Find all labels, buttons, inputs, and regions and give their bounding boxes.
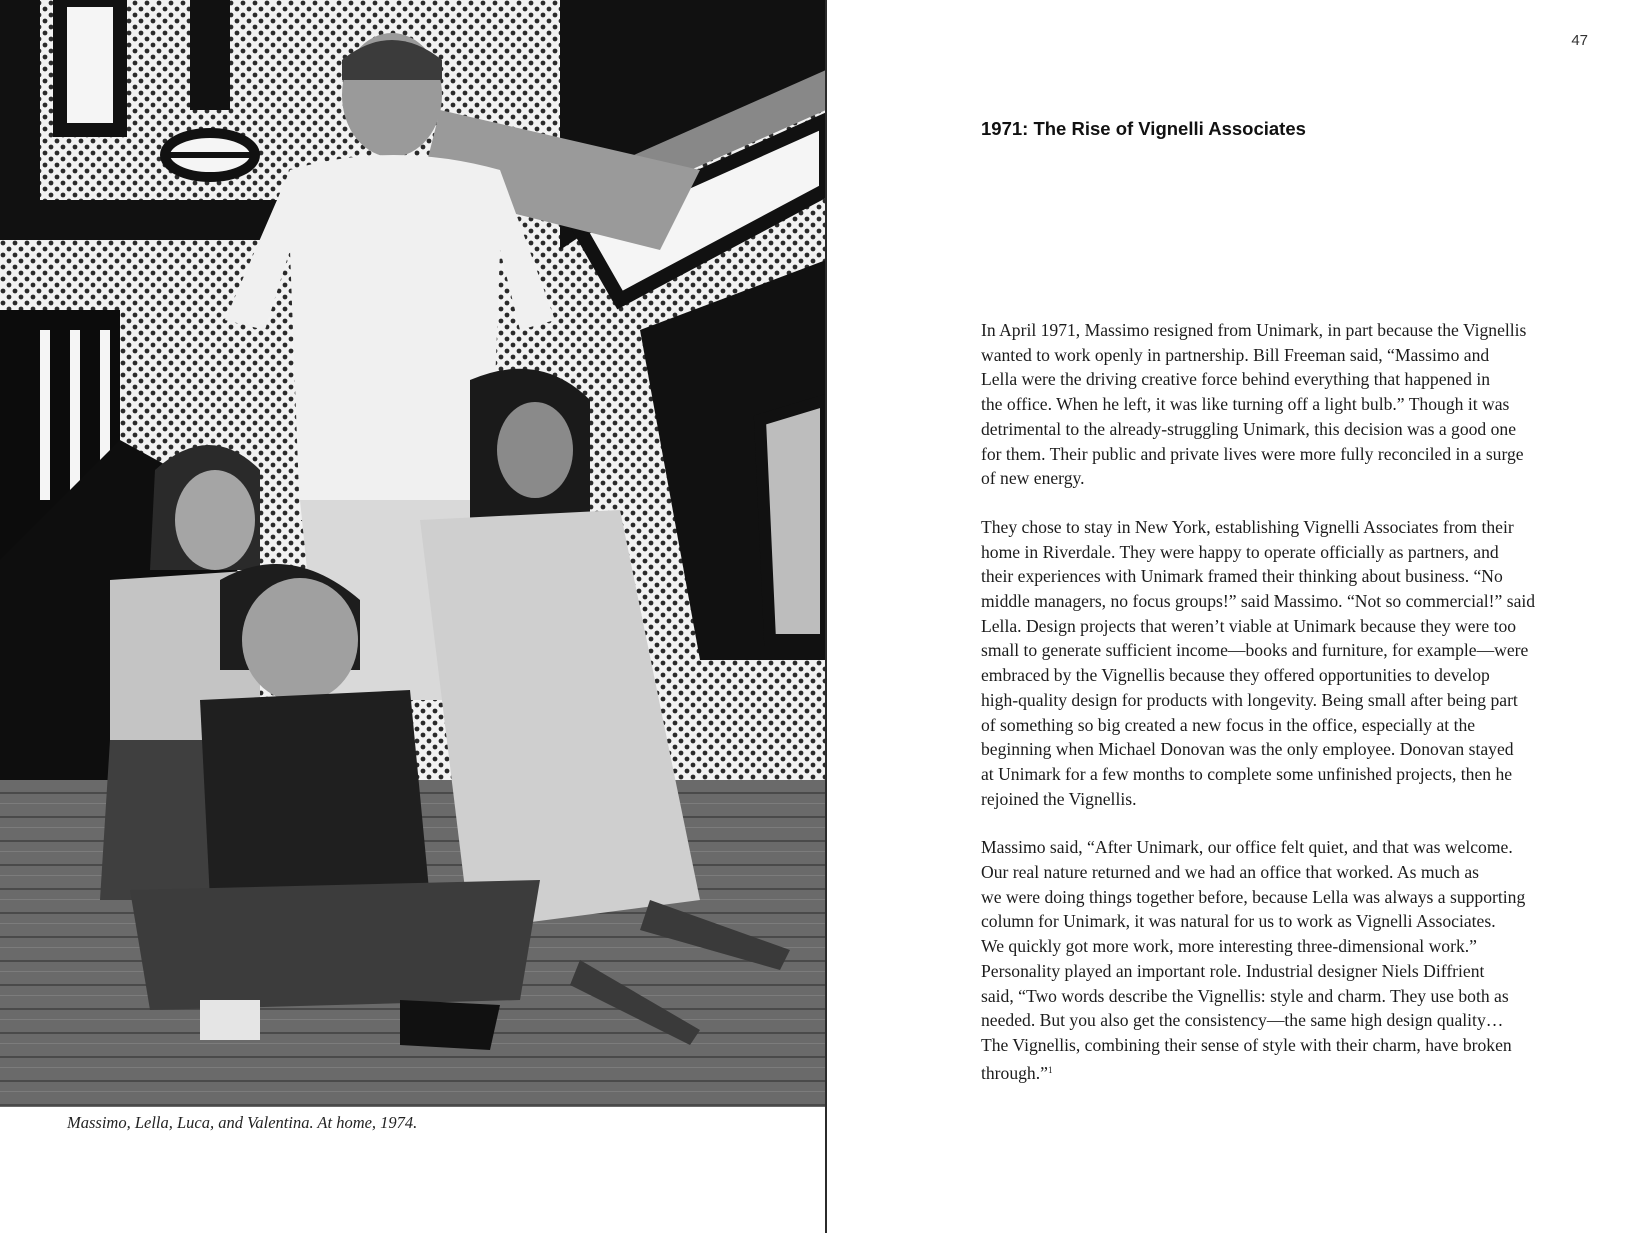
text-line: column for Unimark, it was natural for us to work as Vignelli Associates. (981, 911, 1496, 932)
text-line: said, “Two words describe the Vignellis: style and charm. They use both as (981, 985, 1509, 1006)
family-photo-illustration (0, 0, 826, 1107)
text-line: wanted to work openly in partnership. Bill Freeman said, “Massimo and (981, 344, 1490, 365)
text-line: small to generate sufficient income—books and furniture, for example—were (981, 640, 1529, 661)
text-line: of something so big created a new focus in the office, especially at the (981, 714, 1476, 735)
text-line: the office. When he left, it was like turning off a light bulb.” Though it was (981, 394, 1510, 415)
text-line: we were doing things together before, because Lella was always a supporting (981, 886, 1526, 907)
text-line: In April 1971, Massimo resigned from Unimark, in part because the Vignellis (981, 320, 1527, 340)
text-line: high-quality design for products with longevity. Being small after being part (981, 689, 1518, 710)
text-line: middle managers, no focus groups!” said Massimo. “Not so commercial!” said (981, 591, 1536, 612)
text-line: beginning when Michael Donovan was the only employee. Donovan stayed (981, 739, 1514, 760)
text-line: at Unimark for a few months to complete some unfinished projects, then he (981, 763, 1513, 784)
text-line: Lella. Design projects that weren’t viable at Unimark because they were too (981, 615, 1517, 636)
text-line: detrimental to the already-struggling Unimark, this decision was a good one (981, 418, 1517, 439)
paragraph-2 (981, 515, 1606, 811)
photo-caption: Massimo, Lella, Luca, and Valentina. At home, 1974. (67, 1113, 418, 1132)
text-line: Massimo said, “After Unimark, our office felt quiet, and that was welcome. (981, 837, 1513, 858)
text-line: Our real nature returned and we had an office that worked. As much as (981, 862, 1479, 883)
text-line: embraced by the Vignellis because they offered opportunities to develop (981, 665, 1490, 686)
text-line: needed. But you also get the consistency—the same high design quality… (981, 1010, 1504, 1031)
body-text (981, 318, 1606, 1109)
page-number: 47 (1571, 32, 1588, 49)
text-line: The Vignellis, combining their sense of style with their charm, have broken (981, 1034, 1512, 1055)
text-line: of new energy. (981, 468, 1085, 489)
text-line: their experiences with Unimark framed their thinking about business. “No (981, 566, 1503, 587)
text-line: Personality played an important role. Industrial designer Niels Diffrient (981, 960, 1485, 981)
text-line: They chose to stay in New York, establishing Vignelli Associates from their (981, 516, 1514, 537)
family-photo (0, 0, 826, 1107)
section-heading: 1971: The Rise of Vignelli Associates (981, 118, 1306, 139)
book-spine-divider (825, 0, 827, 1233)
text-line: rejoined the Vignellis. (981, 788, 1137, 809)
paragraph-3 (981, 835, 1606, 1085)
paragraph-1 (981, 318, 1606, 491)
text-line: We quickly got more work, more interesting three-dimensional work.” (981, 936, 1477, 957)
text-line-content: through.” (981, 1062, 1048, 1083)
text-line: home in Riverdale. They were happy to operate officially as partners, and (981, 541, 1499, 562)
text-line: Lella were the driving creative force behind everything that happened in (981, 369, 1491, 390)
footnote-marker[interactable]: 1 (1047, 1064, 1053, 1075)
text-line: for them. Their public and private lives were more fully reconciled in a surge (981, 443, 1524, 464)
text-line (981, 1058, 1606, 1086)
